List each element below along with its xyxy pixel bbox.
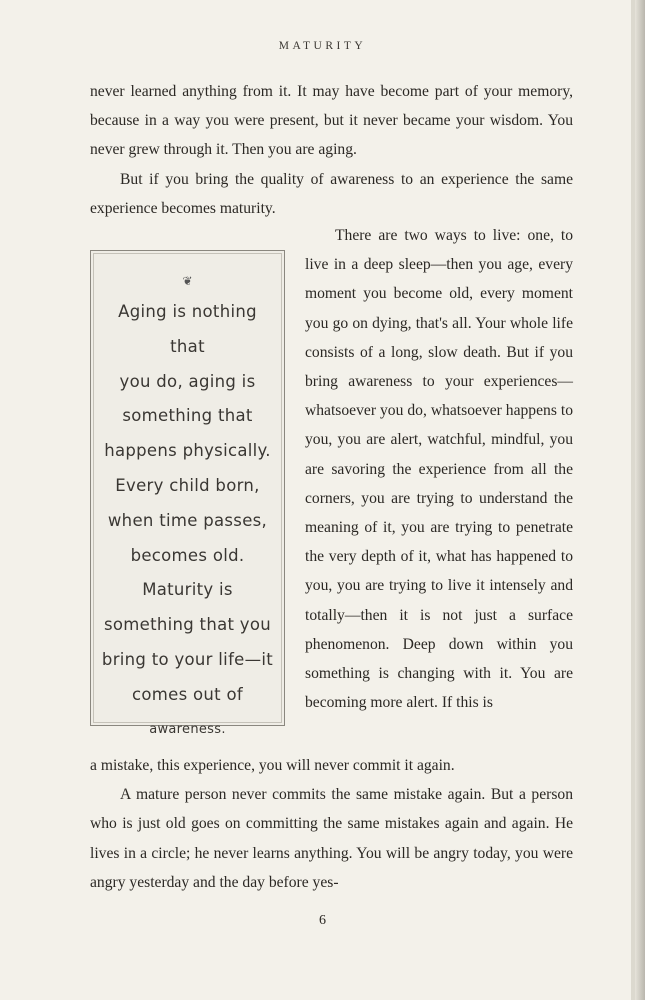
quote-line: you do, aging is (119, 371, 256, 391)
paragraph: a mistake, this experience, you will never commit it again. (90, 757, 455, 774)
paragraph: But if you bring the quality of awareness to an experience the same experience becomes maturity. (90, 170, 573, 217)
quote-line: Aging is nothing that (118, 302, 257, 356)
pull-quote-box (90, 250, 285, 737)
quote-line: becomes old. (130, 545, 245, 565)
quote-line: something that (122, 406, 253, 426)
paragraph: never learned anything from it. It may have become part of your memory, because in a way you were present, but it never became your wisdom. You never grew through it. Then you are aging. (90, 83, 573, 159)
quote-line: happens physically. (104, 441, 271, 461)
bottom-text-block (90, 751, 573, 897)
quote-line: Maturity is (142, 580, 233, 600)
wrapped-text-column (305, 221, 573, 717)
fleuron-icon: ❦ (182, 274, 193, 288)
quote-line: Every child born, (115, 475, 260, 495)
paragraph: A mature person never commits the same mistake again. But a person who is just old goes on committing the same mistakes again and again. He lives in a circle; he never learns anything. You will be angry today, you were angry yesterday and the day before yes- (90, 786, 573, 891)
page-edge (635, 0, 645, 1000)
paragraph: There are two ways to live: one, to live in a deep sleep—then you age, every moment you become old, every moment you go on dying, that's all. Your whole life consists of a long, slow death. But if you bring awareness to your experiences—whatsoever you do, whatsoever happens to you, you are alert, watchful, mindful, you are savoring the experience from all the corners, you are trying to understand the meaning of it, you are trying to penetrate the very depth of it, what has happened to you, you are trying to live it intensely and totally—then it is not just a surface phenomenon. Deep down within you something is changing with it. You are becoming more alert. If this is (305, 227, 573, 712)
quote-line: comes out of (131, 684, 243, 704)
top-text-block (90, 77, 573, 223)
quote-line: bring to your life—it (101, 649, 274, 669)
pull-quote (99, 295, 276, 747)
quote-line: something that you (103, 615, 272, 635)
page-number: 6 (319, 913, 326, 928)
quote-line: awareness. (149, 721, 226, 737)
running-head: MATURITY (278, 40, 367, 52)
quote-line: when time passes, (107, 510, 268, 530)
